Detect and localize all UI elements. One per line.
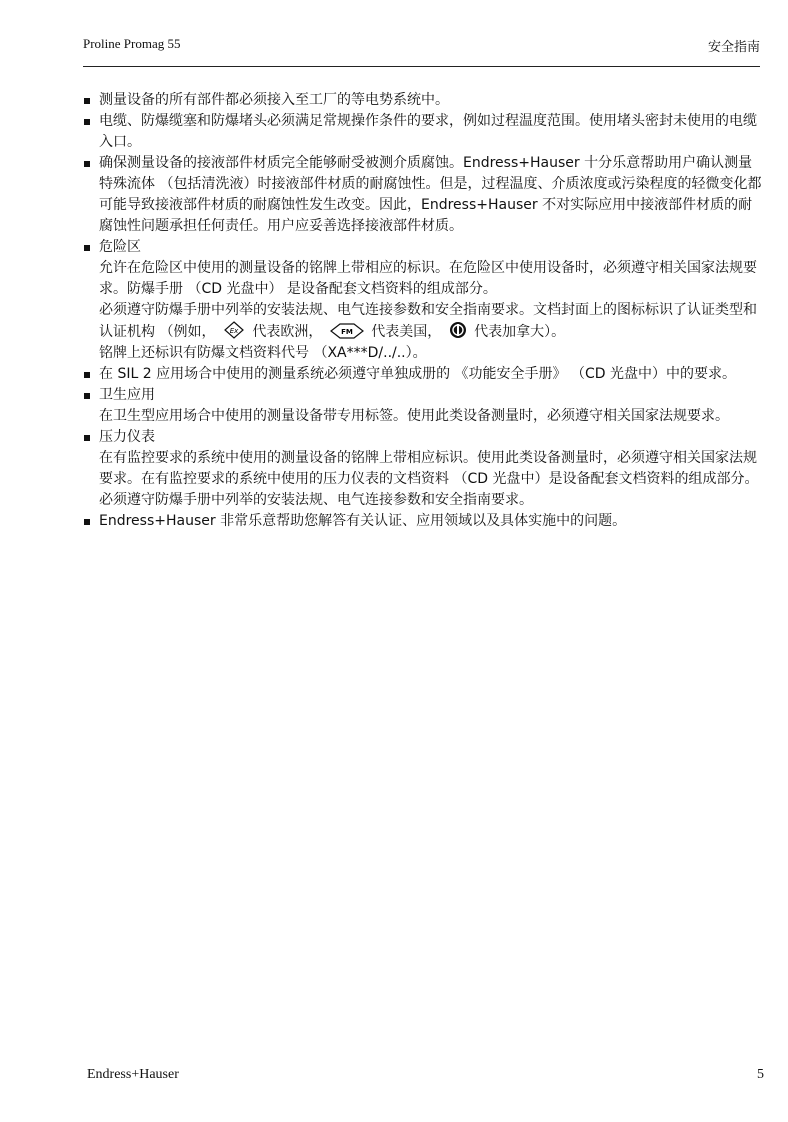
bullet-list [83,90,763,532]
header-section: 安全指南 [707,40,760,55]
bullet-icon [84,372,90,378]
bullet-icon [84,393,90,399]
list-item-sil [83,364,763,385]
list-item-hygienic [83,385,763,427]
bullet-icon [84,119,90,125]
ex-icon [223,321,245,339]
cert-tail: 铭牌上还标识有防爆文档资料代号 （XA***D/../..）。 [99,345,427,361]
bullet-icon [84,519,90,525]
bullet-icon [84,245,90,251]
item-text: 电缆、防爆缆塞和防爆堵头必须满足常规操作条件的要求，例如过程温度范围。使用堵头密封未使用的电缆入口。 [99,113,757,150]
header-product: Proline Promag 55 [83,36,181,51]
list-item-corrosion [83,153,763,237]
body-content [83,90,763,532]
item-title: 压力仪表 [99,429,155,445]
bullet-icon [84,435,90,441]
bullet-icon [84,161,90,167]
list-item-equipotential [83,90,763,111]
list-item-contact [83,511,763,532]
item-text: 测量设备的所有部件都必须接入至工厂的等电势系统中。 [99,92,449,108]
item-text: 确保测量设备的接液部件材质完全能够耐受被测介质腐蚀。Endress+Hauser 十分乐意帮助用户确认测量特殊流体 （包括清洗液）时接液部件材质的耐腐蚀性。但是，过程温度、介质浓度或污染程度的轻微变化都可能导致接液部件材质的耐腐蚀性发生改变。因此，Endress+Hauser 不对实际应用中接液部件材质的耐腐蚀性问题承担任何责任。用户应妥善选择接液部件材质。 [99,155,762,234]
page-header [83,36,760,67]
cert-paragraph [99,300,763,364]
cert-canada: 代表加拿大）。 [474,324,566,340]
cert-lead: 必须遵守防爆手册中列举的安装法规、电气连接参数和安全指南要求。文档封面上的图标标识了认证类型和认证机构 （例如， [99,302,757,340]
bullet-icon [84,98,90,104]
list-item-cable-glands [83,111,763,153]
item-text: 在 SIL 2 应用场合中使用的测量系统必须遵守单独成册的 《功能安全手册》 （CD 光盘中）中的要求。 [99,366,736,382]
item-title: 卫生应用 [99,387,155,403]
svg-text:Ex: Ex [229,327,239,335]
item-text: Endress+Hauser 非常乐意帮助您解答有关认证、应用领域以及具体实施中的问题。 [99,513,627,529]
cert-europe: 代表欧洲， [252,324,323,340]
list-item-hazardous [83,237,763,364]
page-number: 5 [757,1067,764,1082]
footer-brand: Endress+Hauser [87,1067,179,1082]
svg-text:FM: FM [340,328,353,336]
item-text: 在有监控要求的系统中使用的测量设备的铭牌上带相应标识。使用此类设备测量时，必须遵守相关国家法规要求。在有监控要求的系统中使用的压力仪表的文档资料 （CD 光盘中）是设备配套文档资料的组成部分。必须遵守防爆手册中列举的安装法规、电气连接参数和安全指南要求。 [99,450,759,508]
list-item-pressure [83,427,763,511]
item-title: 危险区 [99,239,141,255]
csa-icon [449,321,467,339]
cert-usa: 代表美国， [371,324,442,340]
item-text: 在卫生型应用场合中使用的测量设备带专用标签。使用此类设备测量时，必须遵守相关国家法规要求。 [99,408,729,424]
fm-icon [330,323,364,339]
item-text: 允许在危险区中使用的测量设备的铭牌上带相应的标识。在危险区中使用设备时，必须遵守相关国家法规要求。防爆手册 （CD 光盘中） 是设备配套文档资料的组成部分。 [99,260,757,297]
